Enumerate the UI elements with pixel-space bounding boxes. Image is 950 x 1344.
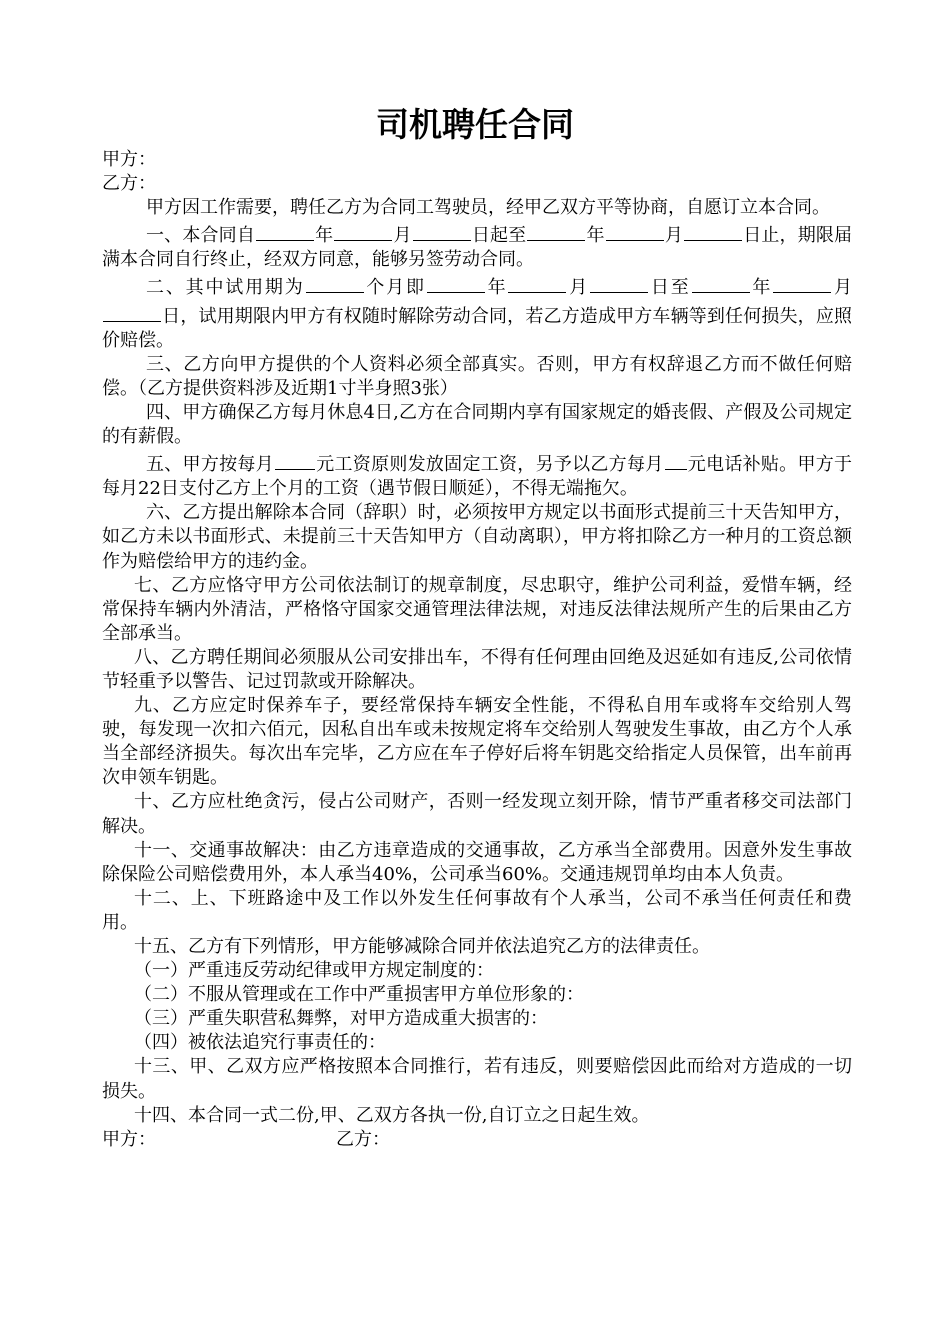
sign-b-label: 乙方： (336, 1128, 390, 1150)
blank-field (256, 220, 314, 241)
list-item: （三）严重失职营私舞弊，对甲方造成重大损害的： (134, 1008, 548, 1030)
clause-9: 九、乙方应定时保养车子，要经常保持车辆安全性能，不得私自用车或将车交给别人驾驶，每发现一次扣六佰元，因私自出车或未按规定将车交给别人驾驶发生事故，由乙方个人承当全部经济损失。每次出车完毕，乙方应在车子停好后将车钥匙交给指定人员保管，出车前再次申领车钥匙。 (102, 695, 852, 789)
clause-15: 十五、乙方有下列情形，甲方能够减除合同并依法追究乙方的法律责任。 (134, 936, 710, 957)
blank-field (527, 220, 585, 241)
clause-2: 二、其中试用期为 个月即 年 月 日至 年 月日，试用期限内甲方有权随时解除劳动合同，若乙方造成甲方车辆等到任何损失，应照价赔偿。 (102, 272, 852, 352)
blank-field (306, 272, 364, 293)
party-a-label: 甲方： (102, 149, 156, 170)
list-item: （四）被依法追究行事责任的： (134, 1032, 386, 1054)
clause-5: 五、甲方按每月 元工资原则发放固定工资，另予以乙方每月 元电话补贴。甲方于每月22日支付乙方上个月的工资（遇节假日顺延），不得无端拖欠。 (102, 449, 852, 501)
blank-field (590, 272, 648, 293)
clause-14: 十四、本合同一式二份,甲、乙双方各执一份,自订立之日起生效。 (134, 1104, 650, 1126)
clause-10: 十、乙方应杜绝贪污，侵占公司财产，否则一经发现立刻开除，情节严重者移交司法部门解决。 (102, 791, 852, 837)
clause-7: 七、乙方应恪守甲方公司依法制订的规章制度，尽忠职守，维护公司利益，爱惜车辆，经常保持车辆内外清洁，严格恪守国家交通管理法律法规，对违反法律法规所产生的后果由乙方全部承当。 (102, 574, 852, 644)
blank-field (103, 301, 161, 322)
blank-field (606, 220, 664, 241)
clause-11: 十一、交通事故解决：由乙方违章造成的交通事故，乙方承当全部费用。因意外发生事故除保险公司赔偿费用外，本人承当40%，公司承当60%。交通违规罚单均由本人负责。 (102, 839, 852, 885)
blank-field (773, 272, 831, 293)
sign-a-label: 甲方： (102, 1128, 156, 1150)
clause-6: 六、乙方提出解除本合同（辞职）时，必须按甲方规定以书面形式提前三十天告知甲方，如乙方未以书面形式、未提前三十天告知甲方（自动离职），甲方将扣除乙方一种月的工资总额作为赔偿给甲方的违约金。 (102, 502, 852, 572)
blank-field (334, 220, 392, 241)
blank-field (665, 449, 687, 470)
clause-8: 八、乙方聘任期间必须服从公司安排出车，不得有任何理由回绝及迟延如有违反,公司依情节轻重予以警告、记过罚款或开除解决。 (102, 646, 852, 692)
document-title: 司机聘任合同 (376, 105, 574, 144)
blank-field (508, 272, 566, 293)
party-b-label: 乙方： (102, 173, 156, 195)
clause-3: 三、乙方向甲方提供的个人资料必须全部真实。否则，甲方有权辞退乙方而不做任何赔偿。（乙方提供资料涉及近期1寸半身照3张） (102, 353, 852, 399)
blank-field (692, 272, 750, 293)
clause-13: 十三、甲、乙双方应严格按照本合同推行，若有违反，则要赔偿因此而给对方造成的一切损失。 (102, 1056, 852, 1102)
signature-line (102, 1128, 852, 1152)
clause-4: 四、甲方确保乙方每月休息4日,乙方在合同期内享有国家规定的婚丧假、产假及公司规定的有薪假。 (102, 401, 852, 448)
list-item: （一）严重违反劳动纪律或甲方规定制度的： (134, 960, 494, 982)
blank-field (684, 220, 742, 241)
document-body (102, 148, 852, 1152)
clause-12: 十二、上、下班路途中及工作以外发生任何事故有个人承当，公司不承当任何责任和费用。 (102, 887, 852, 933)
blank-field (275, 449, 315, 470)
blank-field (427, 272, 485, 293)
blank-field (413, 220, 471, 241)
list-item: （二）不服从管理或在工作中严重损害甲方单位形象的： (134, 984, 584, 1006)
intro-paragraph: 甲方因工作需要，聘任乙方为合同工驾驶员，经甲乙双方平等协商，自愿订立本合同。 (146, 197, 830, 219)
clause-1: 一、本合同自 年 月 日起至 年 月 日止，期限届满本合同自行终止，经双方同意，能够另签劳动合同。 (102, 220, 852, 272)
